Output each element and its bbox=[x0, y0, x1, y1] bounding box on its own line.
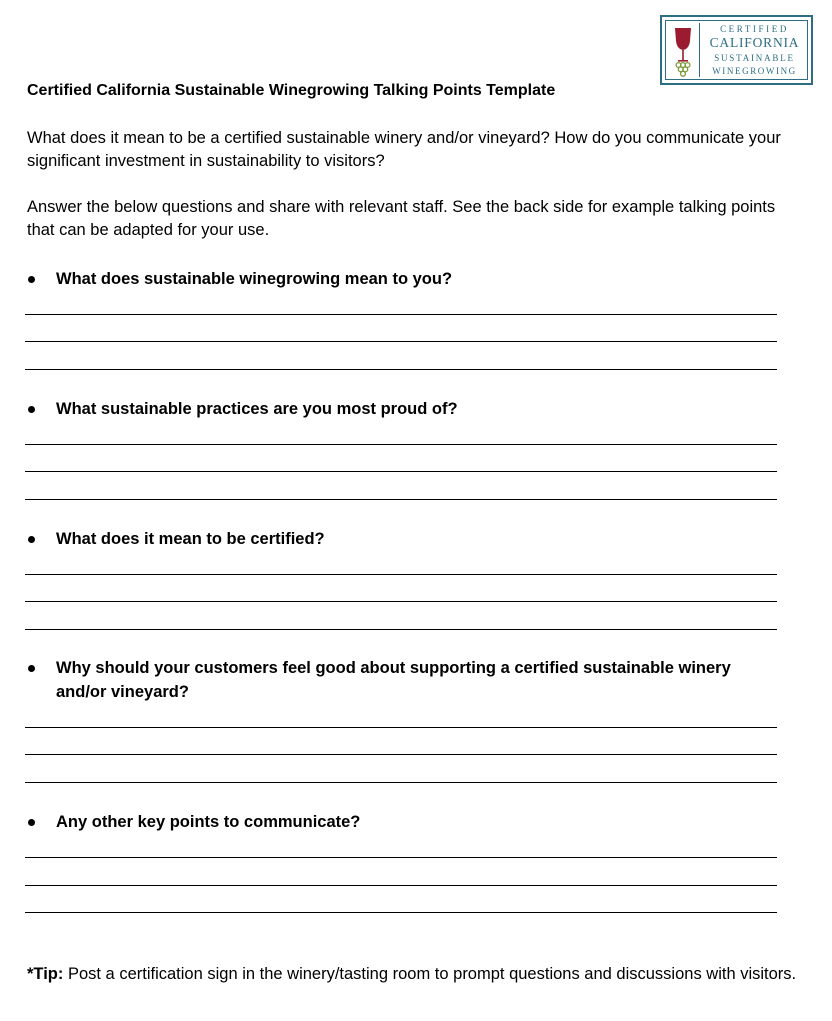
bullet-icon bbox=[28, 276, 35, 283]
page-title: Certified California Sustainable Winegrowing Talking Points Template bbox=[27, 82, 556, 99]
bullet-icon bbox=[28, 819, 35, 826]
answer-line-4-2[interactable] bbox=[25, 754, 777, 755]
answer-line-1-2[interactable] bbox=[25, 341, 777, 342]
question-5: Any other key points to communicate? bbox=[56, 813, 361, 831]
answer-line-5-1[interactable] bbox=[25, 857, 777, 858]
bullet-icon bbox=[28, 536, 35, 543]
logo-text-winegrowing: WINEGROWING bbox=[712, 66, 797, 76]
answer-line-5-3[interactable] bbox=[25, 912, 777, 913]
question-4: Why should your customers feel good about supporting a certified sustainable winery and/or vineyard? bbox=[56, 659, 731, 701]
bullet-icon bbox=[28, 406, 35, 413]
logo-text-sustainable: SUSTAINABLE bbox=[714, 53, 795, 63]
answer-line-3-1[interactable] bbox=[25, 574, 777, 575]
tip-text: Post a certification sign in the winery/tasting room to prompt questions and discussions with visitors. bbox=[63, 965, 797, 983]
instructions-paragraph: Answer the below questions and share with relevant staff. See the back side for example talking points that can be adapted for your use. bbox=[27, 198, 776, 239]
logo-divider bbox=[699, 23, 700, 77]
answer-line-3-2[interactable] bbox=[25, 601, 777, 602]
answer-line-4-1[interactable] bbox=[25, 727, 777, 728]
wine-glass-grapes-icon bbox=[670, 24, 696, 80]
question-3: What does it mean to be certified? bbox=[56, 530, 325, 548]
answer-line-4-3[interactable] bbox=[25, 782, 777, 783]
answer-line-5-2[interactable] bbox=[25, 885, 777, 886]
tip-paragraph bbox=[27, 962, 797, 986]
question-1: What does sustainable winegrowing mean to you? bbox=[56, 270, 453, 288]
certified-california-sustainable-winegrowing-logo bbox=[660, 15, 813, 85]
answer-line-2-1[interactable] bbox=[25, 444, 777, 445]
bullet-icon bbox=[28, 665, 35, 672]
answer-line-3-3[interactable] bbox=[25, 629, 777, 630]
logo-text-certified: CERTIFIED bbox=[720, 24, 789, 34]
question-2: What sustainable practices are you most proud of? bbox=[56, 400, 458, 418]
answer-line-2-2[interactable] bbox=[25, 471, 777, 472]
answer-line-1-1[interactable] bbox=[25, 314, 777, 315]
intro-paragraph: What does it mean to be a certified sustainable winery and/or vineyard? How do you communicate your significant investment in sustainability to visitors? bbox=[27, 129, 781, 170]
logo-text-california: CALIFORNIA bbox=[709, 35, 800, 50]
tip-label: *Tip: bbox=[27, 965, 64, 983]
answer-line-1-3[interactable] bbox=[25, 369, 777, 370]
answer-line-2-3[interactable] bbox=[25, 499, 777, 500]
